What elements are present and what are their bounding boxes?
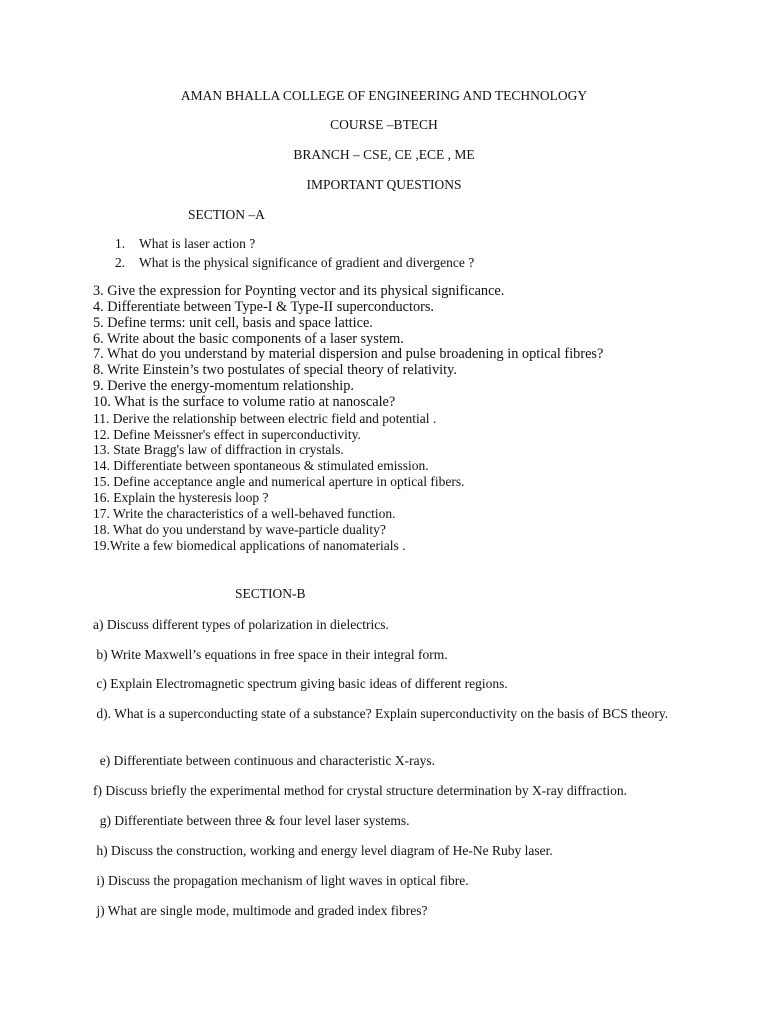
list-item: a) Discuss different types of polarization in dielectrics.: [93, 617, 389, 632]
list-item: b) Write Maxwell’s equations in free space in their integral form.: [93, 647, 448, 662]
list-item: 13. State Bragg's law of diffraction in crystals.: [93, 442, 344, 458]
list-item: 15. Define acceptance angle and numerical aperture in optical fibers.: [93, 474, 465, 490]
section-b-heading: SECTION-B: [235, 586, 306, 601]
list-item: h) Discuss the construction, working and energy level diagram of He-Ne Ruby laser.: [93, 843, 553, 858]
section-a-heading: SECTION –A: [188, 207, 265, 222]
list-item: 18. What do you understand by wave-particle duality?: [93, 521, 386, 537]
list-item: [115, 235, 474, 254]
list-item: 7. What do you understand by material dispersion and pulse broadening in optical fibres?: [93, 346, 604, 363]
list-item: d). What is a superconducting state of a substance? Explain superconductivity on the basis of BCS theory.: [93, 706, 669, 721]
section-a-questions: [93, 284, 603, 553]
list-item: 12. Define Meissner's effect in superconductivity.: [93, 426, 361, 442]
list-item: c) Explain Electromagnetic spectrum giving basic ideas of different regions.: [93, 676, 508, 691]
list-item: 11. Derive the relationship between electric field and potential .: [93, 410, 437, 426]
list-item: 16. Explain the hysteresis loop ?: [93, 489, 269, 505]
list-item: e) Differentiate between continuous and characteristic X-rays.: [93, 753, 435, 768]
list-item: 4. Differentiate between Type-I & Type-II superconductors.: [93, 298, 435, 315]
section-a-numbered-list: [115, 235, 474, 272]
college-name: AMAN BHALLA COLLEGE OF ENGINEERING AND TECHNOLOGY: [180, 88, 588, 103]
item-text: What is laser action ?: [139, 236, 256, 251]
list-item: i) Discuss the propagation mechanism of light waves in optical fibre.: [93, 873, 469, 888]
list-item: f) Discuss briefly the experimental method for crystal structure determination by X-ray diffraction.: [93, 783, 627, 798]
list-item: 9. Derive the energy-momentum relationship.: [93, 378, 354, 395]
list-item: 5. Define terms: unit cell, basis and space lattice.: [93, 314, 373, 331]
list-item: 3. Give the expression for Poynting vector and its physical significance.: [93, 283, 505, 299]
branch-line: BRANCH – CSE, CE ,ECE , ME: [293, 147, 475, 162]
list-item: 6. Write about the basic components of a laser system.: [93, 330, 404, 347]
document-title: IMPORTANT QUESTIONS: [306, 177, 462, 192]
list-item: [115, 254, 474, 273]
list-item: j) What are single mode, multimode and graded index fibres?: [93, 903, 428, 918]
list-item: 8. Write Einstein’s two postulates of special theory of relativity.: [93, 362, 457, 379]
list-item: 17. Write the characteristics of a well-behaved function.: [93, 505, 396, 521]
item-number: 2.: [115, 254, 126, 270]
item-number: 1.: [115, 236, 126, 251]
list-item: g) Differentiate between three & four level laser systems.: [93, 813, 410, 828]
list-item: 14. Differentiate between spontaneous & stimulated emission.: [93, 458, 429, 474]
item-text: What is the physical significance of gradient and divergence ?: [139, 254, 475, 270]
course-line: COURSE –BTECH: [330, 117, 438, 132]
list-item: 19.Write a few biomedical applications of nanomaterials .: [93, 537, 406, 553]
list-item: 10. What is the surface to volume ratio at nanoscale?: [93, 393, 396, 410]
